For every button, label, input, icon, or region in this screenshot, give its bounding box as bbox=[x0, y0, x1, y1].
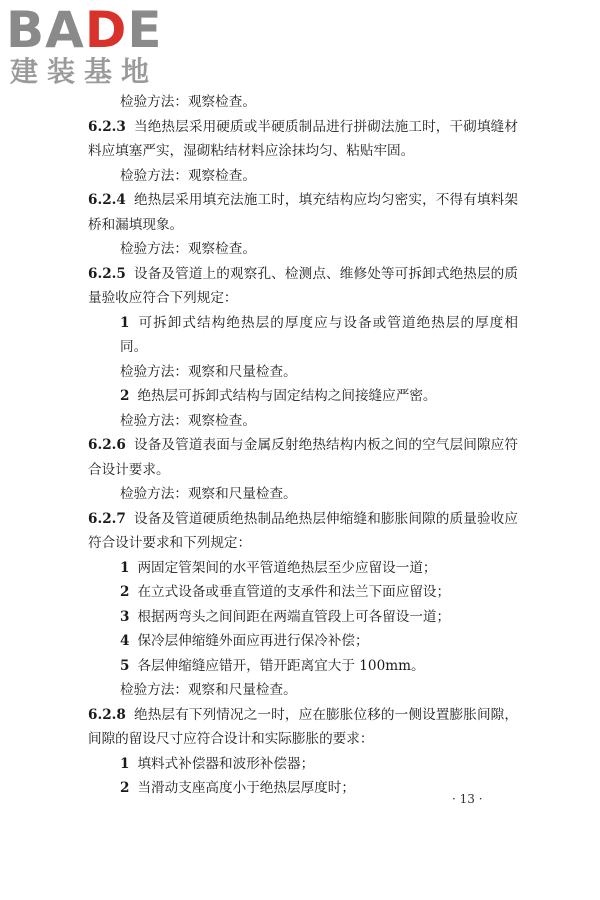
clause-number: 2 bbox=[120, 388, 130, 404]
clause-number: 6.2.8 bbox=[88, 706, 126, 723]
clause-text: 检验方法：观察检查。 bbox=[120, 167, 256, 184]
inspection-method bbox=[88, 482, 518, 507]
list-item bbox=[88, 384, 518, 409]
clause-text: 两固定管架间的水平管道绝热层至少应留设一道； bbox=[137, 559, 437, 576]
clause-number: 2 bbox=[120, 584, 130, 600]
clause-number: 3 bbox=[120, 608, 130, 625]
inspection-method bbox=[88, 237, 518, 262]
clause-number: 1 bbox=[120, 559, 130, 576]
page-number: · 13 · bbox=[452, 792, 483, 806]
clause-text: 各层伸缩缝应错开，错开距离宜大于 100mm。 bbox=[137, 657, 425, 674]
clause-text: 绝热层采用填充法施工时，填充结构应均匀密实，不得有填料架桥和漏填现象。 bbox=[88, 192, 518, 233]
watermark-logo bbox=[6, 1, 163, 88]
brand-prefix: BA bbox=[6, 1, 85, 59]
inspection-method bbox=[88, 360, 518, 385]
clause-text: 检验方法：观察和尺量检查。 bbox=[120, 486, 297, 502]
clause-paragraph bbox=[88, 188, 518, 237]
clause-text: 检验方法：观察检查。 bbox=[120, 241, 256, 257]
clause-number: 1 bbox=[120, 755, 130, 772]
clause-paragraph bbox=[88, 703, 518, 752]
clause-text: 检验方法：观察和尺量检查。 bbox=[120, 682, 297, 698]
list-item bbox=[88, 311, 518, 360]
list-item bbox=[88, 556, 518, 581]
brand-suffix: E bbox=[127, 1, 163, 59]
clause-text: 检验方法：观察和尺量检查。 bbox=[120, 363, 297, 380]
clause-paragraph bbox=[88, 115, 518, 164]
watermark-subtitle: 建装基地 bbox=[10, 55, 159, 88]
inspection-method bbox=[88, 90, 518, 115]
clause-text: 在立式设备或垂直管道的支承件和法兰下面应留设； bbox=[137, 584, 451, 600]
brand-accent-letter: D bbox=[84, 1, 128, 59]
clause-paragraph bbox=[88, 262, 518, 311]
clause-text: 设备及管道表面与金属反射绝热结构内板之间的空气层间隙应符合设计要求。 bbox=[88, 437, 518, 478]
clause-text: 绝热层有下列情况之一时，应在膨胀位移的一侧设置膨胀间隙，间隙的留设尺寸应符合设计和实际膨胀的要求： bbox=[88, 706, 518, 747]
clause-text: 可拆卸式结构绝热层的厚度应与设备或管道绝热层的厚度相同。 bbox=[120, 314, 518, 355]
inspection-method bbox=[88, 164, 518, 189]
inspection-method bbox=[88, 409, 518, 434]
list-item bbox=[88, 752, 518, 777]
clause-text: 当滑动支座高度小于绝热层厚度时； bbox=[137, 780, 355, 796]
clause-paragraph bbox=[88, 433, 518, 482]
inspection-method bbox=[88, 678, 518, 703]
list-item bbox=[88, 605, 518, 630]
clause-number: 6.2.3 bbox=[88, 118, 126, 135]
list-item bbox=[88, 629, 518, 654]
list-item bbox=[88, 654, 518, 679]
clause-number: 6.2.6 bbox=[88, 437, 126, 453]
clause-number: 5 bbox=[120, 657, 130, 674]
clause-number: 1 bbox=[120, 314, 130, 331]
clause-text: 检验方法：观察检查。 bbox=[120, 94, 256, 110]
clause-text: 填料式补偿器和波形补偿器； bbox=[137, 755, 315, 772]
clause-text: 保冷层伸缩缝外面应再进行保冷补偿； bbox=[137, 633, 369, 649]
clause-text: 绝热层可拆卸式结构与固定结构之间接缝应严密。 bbox=[137, 388, 437, 404]
clause-text: 设备及管道硬质绝热制品绝热层伸缩缝和膨胀间隙的质量验收应符合设计要求和下列规定： bbox=[88, 510, 518, 551]
clause-number: 2 bbox=[120, 780, 130, 796]
clause-text: 当绝热层采用硬质或半硬质制品进行拼砌法施工时，干砌填缝材料应填塞严实，湿砌粘结材料应涂抹均匀、粘贴牢固。 bbox=[88, 118, 518, 159]
clause-number: 6.2.7 bbox=[88, 510, 126, 527]
list-item bbox=[88, 580, 518, 605]
document-body bbox=[88, 90, 518, 801]
clause-text: 检验方法：观察检查。 bbox=[120, 412, 256, 429]
clause-number: 4 bbox=[120, 633, 130, 649]
clause-text: 根据两弯头之间间距在两端直管段上可各留设一道； bbox=[137, 608, 451, 625]
clause-number: 6.2.5 bbox=[88, 265, 126, 282]
clause-paragraph bbox=[88, 507, 518, 556]
watermark-brand bbox=[6, 1, 163, 59]
clause-text: 设备及管道上的观察孔、检测点、维修处等可拆卸式绝热层的质量验收应符合下列规定： bbox=[88, 265, 518, 306]
clause-number: 6.2.4 bbox=[88, 192, 126, 208]
